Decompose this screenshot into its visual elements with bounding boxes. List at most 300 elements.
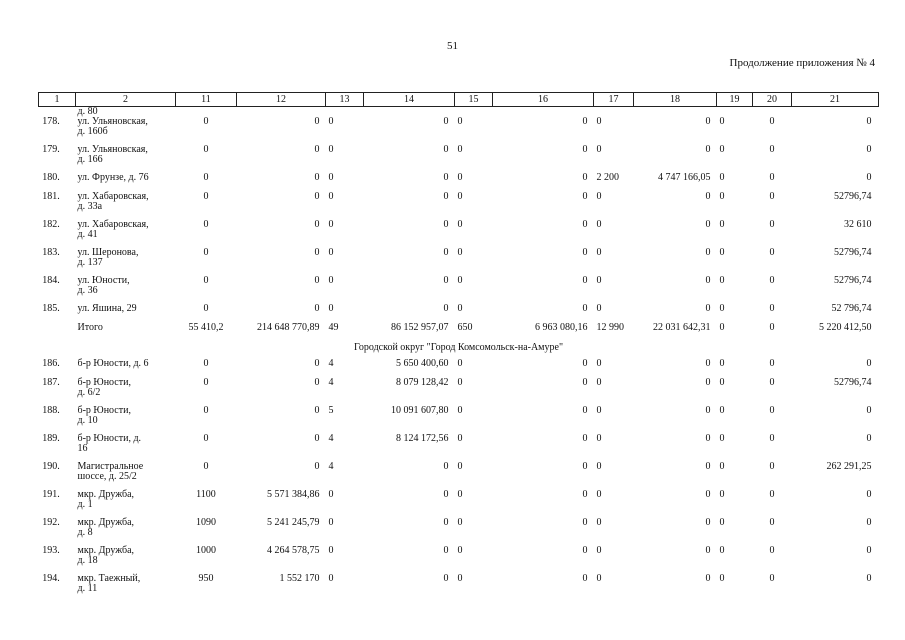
value-cell: 0 [705, 358, 711, 369]
value-cell: 0 [719, 144, 725, 155]
value-cell: 0 [457, 172, 463, 183]
value-cell: 0 [769, 433, 775, 444]
value-cell: 0 [719, 433, 725, 444]
value-cell: 0 [582, 489, 588, 500]
value-cell: 5 241 245,79 [267, 517, 320, 528]
value-cell: 0 [769, 573, 775, 584]
value-cell: 0 [443, 573, 449, 584]
address-line-2: д. 1 [77, 499, 93, 510]
value-cell: 0 [457, 358, 463, 369]
value-cell: 0 [582, 247, 588, 258]
value-cell: 0 [596, 275, 602, 286]
value-cell: 0 [582, 144, 588, 155]
table-row [39, 173, 879, 192]
value-cell: 0 [443, 219, 449, 230]
address-line-2: д. 8 [77, 527, 93, 538]
value-cell: 0 [719, 405, 725, 416]
value-cell: 0 [705, 303, 711, 314]
value-cell: 0 [596, 219, 602, 230]
value-cell: 0 [457, 461, 463, 472]
address-line-2: 16 [77, 443, 88, 454]
value-cell: 0 [328, 191, 334, 202]
header-cell: 15 [455, 93, 493, 107]
value-cell: 1100 [196, 489, 216, 500]
address-cell [76, 145, 176, 173]
table-row [39, 117, 879, 145]
value-cell: 0 [705, 116, 711, 127]
value-cell: 0 [328, 247, 334, 258]
value-cell: 0 [582, 517, 588, 528]
row-number: 182. [42, 219, 60, 230]
address-cell [76, 406, 176, 434]
address-line-2: д. 18 [77, 555, 98, 566]
value-cell: 4 [328, 358, 334, 369]
value-cell: 0 [596, 144, 602, 155]
value-cell: 0 [705, 275, 711, 286]
value-cell: 2 200 [596, 172, 619, 183]
value-cell: 0 [596, 247, 602, 258]
row-number: 190. [42, 461, 60, 472]
value-cell: 0 [596, 573, 602, 584]
value-cell: 0 [443, 517, 449, 528]
value-cell: 0 [769, 172, 775, 183]
value-cell: 0 [314, 303, 320, 314]
address-cell [76, 276, 176, 304]
value-cell: 0 [582, 275, 588, 286]
value-cell: 0 [457, 191, 463, 202]
value-cell: 0 [457, 545, 463, 556]
address-line-2: д. 166 [77, 154, 103, 165]
value-cell: 22 031 642,31 [653, 322, 711, 333]
table-row [39, 490, 879, 518]
value-cell: 0 [457, 219, 463, 230]
value-cell: 0 [457, 275, 463, 286]
value-cell: 0 [719, 358, 725, 369]
value-cell: 0 [705, 219, 711, 230]
value-cell: 0 [582, 172, 588, 183]
row-number [39, 323, 76, 342]
address-line-1: б-р Юности, д. [77, 433, 142, 444]
value-cell: 0 [596, 191, 602, 202]
value-cell: 0 [719, 219, 725, 230]
value-cell: 0 [719, 461, 725, 472]
value-cell: 0 [769, 275, 775, 286]
value-cell: 1 552 170 [279, 573, 320, 584]
row-number: 186. [42, 358, 60, 369]
value-cell: 1000 [196, 545, 216, 556]
address-line-1: Магистральное [77, 461, 144, 472]
value-cell: 0 [328, 275, 334, 286]
value-cell: 262 291,25 [826, 461, 872, 472]
table-body [39, 107, 879, 603]
value-cell: 0 [769, 322, 775, 333]
address-line-1: ул. Ульяновская, [77, 144, 148, 155]
value-cell: 0 [769, 247, 775, 258]
value-cell: 4 [328, 377, 334, 388]
table-row [39, 359, 879, 378]
header-cell: 11 [176, 93, 237, 107]
value-cell: 0 [203, 405, 209, 416]
value-cell: 0 [719, 573, 725, 584]
value-cell: 0 [314, 433, 320, 444]
value-cell: 0 [719, 247, 725, 258]
value-cell: 0 [328, 116, 334, 127]
value-cell: 0 [582, 191, 588, 202]
value-cell: 10 091 607,80 [391, 405, 449, 416]
address-line-2: д. 6/2 [77, 387, 101, 398]
value-cell: 0 [866, 172, 872, 183]
value-cell: 0 [596, 517, 602, 528]
value-cell: 55 410,2 [188, 322, 224, 333]
data-table [38, 92, 879, 602]
value-cell: 0 [443, 461, 449, 472]
value-cell: 0 [203, 377, 209, 388]
value-cell: 0 [328, 144, 334, 155]
table-row [39, 304, 879, 323]
value-cell: 0 [328, 219, 334, 230]
address-cell [76, 173, 176, 192]
value-cell: 0 [203, 219, 209, 230]
value-cell: 12 990 [596, 322, 624, 333]
value-cell: 0 [596, 545, 602, 556]
value-cell: 0 [328, 489, 334, 500]
value-cell: 32 610 [844, 219, 872, 230]
value-cell: 950 [198, 573, 214, 584]
table-row [39, 192, 879, 220]
header-cell: 12 [237, 93, 326, 107]
value-cell: 0 [582, 461, 588, 472]
value-cell: 0 [705, 573, 711, 584]
address-line-1: мкр. Таежный, [77, 573, 141, 584]
address-line-2: д. 41 [77, 229, 98, 240]
address-line-1: ул. Фрунзе, д. 76 [77, 172, 149, 183]
value-cell: 0 [314, 116, 320, 127]
total-row [39, 323, 879, 342]
address-line-1: б-р Юности, д. 6 [77, 358, 149, 369]
value-cell: 5 220 412,50 [819, 322, 872, 333]
value-cell: 0 [769, 303, 775, 314]
value-cell: 0 [203, 247, 209, 258]
value-cell: 0 [769, 377, 775, 388]
value-cell: 0 [443, 144, 449, 155]
value-cell: 52796,74 [834, 247, 872, 258]
address-line-1: ул. Шеронова, [77, 247, 139, 258]
value-cell: 0 [769, 191, 775, 202]
header-cell: 21 [792, 93, 879, 107]
row-number: 183. [42, 247, 60, 258]
row-number: 188. [42, 405, 60, 416]
value-cell: 0 [582, 405, 588, 416]
row-number: 184. [42, 275, 60, 286]
value-cell: 4 [328, 433, 334, 444]
value-cell: 0 [457, 405, 463, 416]
value-cell: 86 152 957,07 [391, 322, 449, 333]
value-cell: 650 [457, 322, 473, 333]
address-cell [76, 490, 176, 518]
value-cell: 0 [203, 144, 209, 155]
value-cell: 0 [596, 433, 602, 444]
address-line-1: мкр. Дружба, [77, 545, 135, 556]
value-cell: 0 [705, 144, 711, 155]
value-cell: 0 [457, 247, 463, 258]
address-line-2: д. 160б [77, 126, 108, 137]
address-cell [76, 518, 176, 546]
value-cell: 0 [582, 116, 588, 127]
address-line-1: ул. Хабаровская, [77, 191, 149, 202]
value-cell: 0 [203, 433, 209, 444]
header-cell: 17 [594, 93, 634, 107]
value-cell: 0 [203, 461, 209, 472]
row-number: 178. [42, 116, 60, 127]
row-number: 192. [42, 517, 60, 528]
address-cell [76, 462, 176, 490]
value-cell: 0 [203, 172, 209, 183]
value-cell: 0 [596, 116, 602, 127]
header-cell: 18 [634, 93, 717, 107]
header-cell: 1 [39, 93, 76, 107]
value-cell: 0 [582, 573, 588, 584]
value-cell: 0 [769, 545, 775, 556]
value-cell: 0 [328, 545, 334, 556]
value-cell: 6 963 080,16 [535, 322, 588, 333]
address-line-1: ул. Юности, [77, 275, 130, 286]
value-cell: 0 [203, 116, 209, 127]
value-cell: 1090 [196, 517, 216, 528]
value-cell: 0 [596, 405, 602, 416]
address-line-1: мкр. Дружба, [77, 517, 135, 528]
value-cell: 0 [443, 545, 449, 556]
value-cell: 0 [314, 219, 320, 230]
value-cell: 0 [866, 144, 872, 155]
row-number: 194. [42, 573, 60, 584]
value-cell: 0 [719, 116, 725, 127]
header-cell: 13 [326, 93, 364, 107]
value-cell: 0 [582, 433, 588, 444]
header-cell: 2 [76, 93, 176, 107]
address-line-1: б-р Юности, [77, 405, 131, 416]
row-number: 179. [42, 144, 60, 155]
row-number: 180. [42, 172, 60, 183]
value-cell: 0 [769, 116, 775, 127]
address-cell [76, 378, 176, 406]
value-cell: 0 [457, 303, 463, 314]
value-cell: 0 [314, 172, 320, 183]
value-cell: 0 [769, 144, 775, 155]
value-cell: 0 [769, 358, 775, 369]
header-cell: 19 [717, 93, 753, 107]
value-cell: 214 648 770,89 [257, 322, 320, 333]
value-cell: 4 264 578,75 [267, 545, 320, 556]
value-cell: 0 [203, 358, 209, 369]
value-cell: 0 [705, 545, 711, 556]
address-cell [76, 192, 176, 220]
value-cell: 0 [596, 358, 602, 369]
value-cell: 0 [596, 303, 602, 314]
value-cell: 0 [769, 461, 775, 472]
row-number: 189. [42, 433, 60, 444]
row-number: 181. [42, 191, 60, 202]
value-cell: 0 [705, 433, 711, 444]
value-cell: 0 [203, 275, 209, 286]
table-row [39, 248, 879, 276]
value-cell: 0 [719, 377, 725, 388]
value-cell: 5 571 384,86 [267, 489, 320, 500]
value-cell: 0 [582, 377, 588, 388]
value-cell: 0 [457, 573, 463, 584]
value-cell: 52 796,74 [831, 303, 872, 314]
value-cell: 0 [769, 219, 775, 230]
address-line-1: б-р Юности, [77, 377, 131, 388]
address-cell [76, 323, 176, 342]
value-cell: 0 [719, 517, 725, 528]
value-cell: 0 [203, 303, 209, 314]
value-cell: 0 [866, 358, 872, 369]
value-cell: 0 [328, 573, 334, 584]
address-line-2: д. 10 [77, 415, 98, 426]
table-row [39, 406, 879, 434]
section-row [39, 342, 879, 359]
address-line-2: д. 137 [77, 257, 103, 268]
value-cell: 0 [314, 275, 320, 286]
row-number: 191. [42, 489, 60, 500]
value-cell: 0 [866, 405, 872, 416]
value-cell: 0 [705, 191, 711, 202]
address-line-2: д. 33а [77, 201, 103, 212]
header-cell: 16 [493, 93, 594, 107]
table-row [39, 220, 879, 248]
value-cell: 0 [582, 545, 588, 556]
value-cell: 0 [457, 116, 463, 127]
row-number: 193. [42, 545, 60, 556]
value-cell: 5 [328, 405, 334, 416]
value-cell: 0 [719, 275, 725, 286]
value-cell: 0 [443, 275, 449, 286]
table-row [39, 546, 879, 574]
address-cell [76, 574, 176, 602]
section-title: Городской округ "Город Комсомольск-на-Амуре" [353, 342, 564, 353]
value-cell: 0 [443, 116, 449, 127]
value-cell: 0 [596, 377, 602, 388]
value-cell: 0 [719, 172, 725, 183]
value-cell: 52796,74 [834, 275, 872, 286]
address-line-2: д. 36 [77, 285, 98, 296]
value-cell: 0 [314, 358, 320, 369]
value-cell: 0 [582, 358, 588, 369]
address-line-1: ул. Хабаровская, [77, 219, 149, 230]
value-cell: 0 [443, 247, 449, 258]
value-cell: 0 [457, 489, 463, 500]
value-cell: 0 [328, 172, 334, 183]
value-cell: 0 [443, 303, 449, 314]
table-row [39, 434, 879, 462]
address-line-1: ул. Яшина, 29 [77, 303, 137, 314]
address-line-2: д. 11 [77, 583, 98, 594]
header-row [39, 93, 879, 107]
address-cell [76, 220, 176, 248]
address-line-1: ул. Ульяновская, [77, 116, 148, 127]
value-cell: 0 [443, 489, 449, 500]
value-cell: 0 [866, 545, 872, 556]
address-cell [76, 359, 176, 378]
value-cell: 0 [314, 144, 320, 155]
value-cell: 0 [582, 303, 588, 314]
page-number: 51 [447, 40, 458, 52]
table-row [39, 462, 879, 490]
address-cell [76, 117, 176, 145]
address-line-1: Итого [77, 322, 103, 333]
value-cell: 0 [769, 517, 775, 528]
appendix-caption: Продолжение приложения № 4 [729, 57, 875, 69]
value-cell: 0 [705, 405, 711, 416]
value-cell: 0 [769, 489, 775, 500]
value-cell: 4 [328, 461, 334, 472]
value-cell: 0 [596, 489, 602, 500]
value-cell: 5 650 400,60 [396, 358, 449, 369]
value-cell: 0 [314, 247, 320, 258]
address-line-2: шоссе, д. 25/2 [77, 471, 137, 482]
value-cell: 0 [719, 191, 725, 202]
address-cell [76, 248, 176, 276]
table-row [39, 378, 879, 406]
value-cell: 8 124 172,56 [396, 433, 449, 444]
value-cell: 0 [719, 545, 725, 556]
table-row [39, 145, 879, 173]
row-number: 185. [42, 303, 60, 314]
value-cell: 0 [203, 191, 209, 202]
value-cell: 0 [328, 517, 334, 528]
value-cell: 0 [705, 461, 711, 472]
value-cell: 0 [314, 191, 320, 202]
value-cell: 0 [769, 405, 775, 416]
table-row [39, 574, 879, 602]
table-row [39, 276, 879, 304]
row-number: 187. [42, 377, 60, 388]
value-cell: 49 [328, 322, 339, 333]
value-cell: 0 [866, 489, 872, 500]
value-cell: 0 [596, 461, 602, 472]
address-line-1: мкр. Дружба, [77, 489, 135, 500]
value-cell: 4 747 166,05 [658, 172, 711, 183]
value-cell: 52796,74 [834, 191, 872, 202]
value-cell: 8 079 128,42 [396, 377, 449, 388]
value-cell: 0 [719, 489, 725, 500]
value-cell: 0 [582, 219, 588, 230]
address-cell [76, 434, 176, 462]
table-row [39, 518, 879, 546]
value-cell: 0 [457, 377, 463, 388]
value-cell: 0 [314, 405, 320, 416]
value-cell: 0 [719, 322, 725, 333]
value-cell: 0 [457, 517, 463, 528]
value-cell: 52796,74 [834, 377, 872, 388]
value-cell: 0 [866, 573, 872, 584]
value-cell: 0 [705, 517, 711, 528]
value-cell: 0 [443, 172, 449, 183]
value-cell: 0 [705, 247, 711, 258]
value-cell: 0 [457, 433, 463, 444]
value-cell: 0 [705, 489, 711, 500]
header-cell: 14 [364, 93, 455, 107]
value-cell: 0 [314, 377, 320, 388]
value-cell: 0 [314, 461, 320, 472]
value-cell: 0 [457, 144, 463, 155]
continuation-text: д. 80 [77, 106, 98, 117]
value-cell: 0 [328, 303, 334, 314]
address-cell [76, 546, 176, 574]
address-cell [76, 304, 176, 323]
header-cell: 20 [753, 93, 792, 107]
value-cell: 0 [705, 377, 711, 388]
